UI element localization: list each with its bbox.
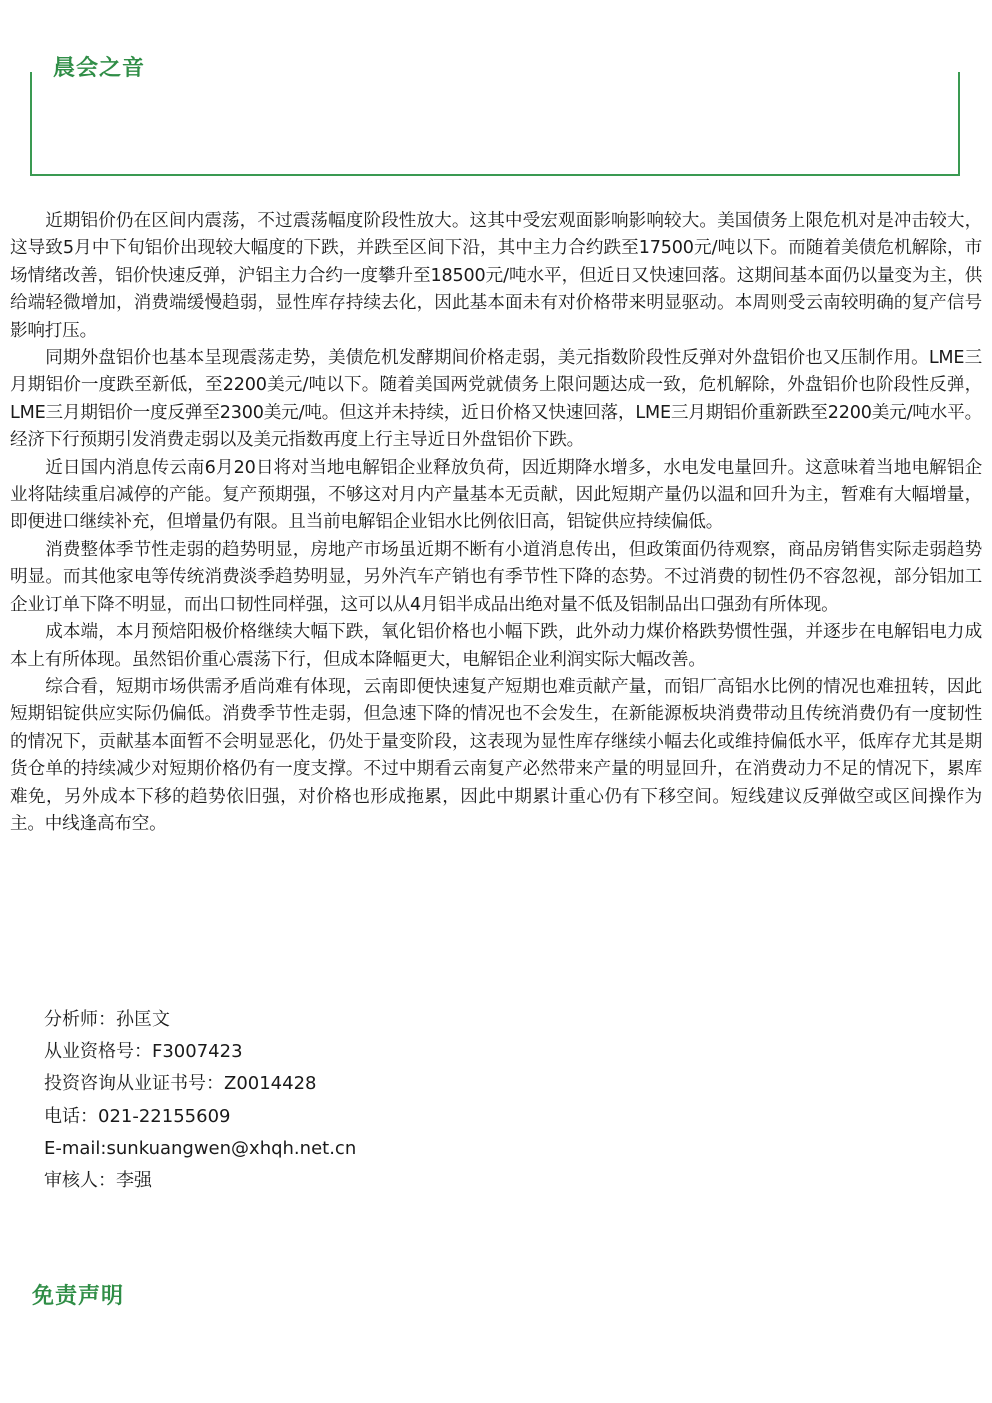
phone-number: 电话：021-22155609 [44,1105,231,1127]
disclaimer-heading: 免责声明 [32,1284,125,1309]
reviewer-name: 审核人：李强 [44,1170,152,1192]
paragraph-summary: 综合看，短期市场供需矛盾尚难有体现，云南即便快速复产短期也难贡献产量，而铝厂高铝水比例的情况也难扭转，因此短期铝锭供应实际仍偏低。消费季节性走弱，但急速下降的情况也不会发生，在新能源板块消费带动且传统消费仍有一度韧性的情况下，贡献基本面暂不会明显恶化，仍处于量变阶段，这表现为显性库存继续小幅去化或维持偏低水平，低库存尤其是期货仓单的持续减少对短期价格仍有一度支撑。不过中期看云南复产必然带来产量的明显回升，在消费动力不足的情况下，累库难免，另外成本下移的趋势依旧强，对价格也形成拖累，因此中期累计重心仍有下移空间。短线建议反弹做空或区间操作为主。中线逢高布空。 [10,676,982,834]
analyst-info [44,1004,356,1197]
analyst-name: 分析师：孙匡文 [44,1009,170,1030]
paragraph-supply: 近日国内消息传云南6月20日将对当地电解铝企业释放负荷，因近期降水增多，水电发电量回升。这意味着当地电解铝企业将陆续重启减停的产能。复产预期强，不够这对月内产量基本无贡献，因此短期产量仍以温和回升为主，暂难有大幅增量，即便进口继续补充，但增量仍有限。且当前电解铝企业铝水比例依旧高，铝锭供应持续偏低。 [10,457,982,533]
email-address: E-mail:sunkuangwen@xhqh.net.cn [44,1137,357,1159]
paragraph-macro: 近期铝价仍在区间内震荡，不过震荡幅度阶段性放大。这其中受宏观面影响影响较大。美国债务上限危机对是冲击较大，这导致5月中下旬铝价出现较大幅度的下跌，并跌至区间下沿，其中主力合约跌至17500元/吨以下。而随着美债危机解除，市场情绪改善，铝价快速反弹，沪铝主力合约一度攀升至18500元/吨水平，但近日又快速回落。这期间基本面仍以量变为主，供给端轻微增加，消费端缓慢趋弱，显性库存持续去化，因此基本面未有对价格带来明显驱动。本周则受云南较明确的复产信号影响打压。 [10,211,982,341]
paragraph-cost: 成本端，本月预焙阳极价格继续大幅下跌，氧化铝价格也小幅下跌，此外动力煤价格跌势惯性强，并逐步在电解铝电力成本上有所体现。虽然铝价重心震荡下行，但成本降幅更大，电解铝企业利润实际大幅改善。 [10,622,982,670]
section-title: 晨会之音 [53,54,151,84]
header-frame [30,72,960,176]
advisory-certificate: 投资咨询从业证书号：Z0014428 [44,1073,317,1095]
qualification-number: 从业资格号：F3007423 [44,1041,243,1063]
paragraph-overseas: 同期外盘铝价也基本呈现震荡走势，美债危机发酵期间价格走弱，美元指数阶段性反弹对外盘铝价也又压制作用。LME三月期铝价一度跌至新低，至2200美元/吨以下。随着美国两党就债务上限问题达成一致，危机解除，外盘铝价也阶段性反弹，LME三月期铝价一度反弹至2300美元/吨。但这并未持续，近日价格又快速回落，LME三月期铝价重新跌至2200美元/吨水平。经济下行预期引发消费走弱以及美元指数再度上行主导近日外盘铝价下跌。 [10,348,982,451]
report-body [10,208,982,838]
paragraph-consumption: 消费整体季节性走弱的趋势明显，房地产市场虽近期不断有小道消息传出，但政策面仍待观察，商品房销售实际走弱趋势明显。而其他家电等传统消费淡季趋势明显，另外汽车产销也有季节性下降的态势。不过消费的韧性仍不容忽视，部分铝加工企业订单下降不明显，而出口韧性同样强，这可以从4月铝半成品出绝对量不低及铝制品出口强劲有所体现。 [10,539,982,615]
